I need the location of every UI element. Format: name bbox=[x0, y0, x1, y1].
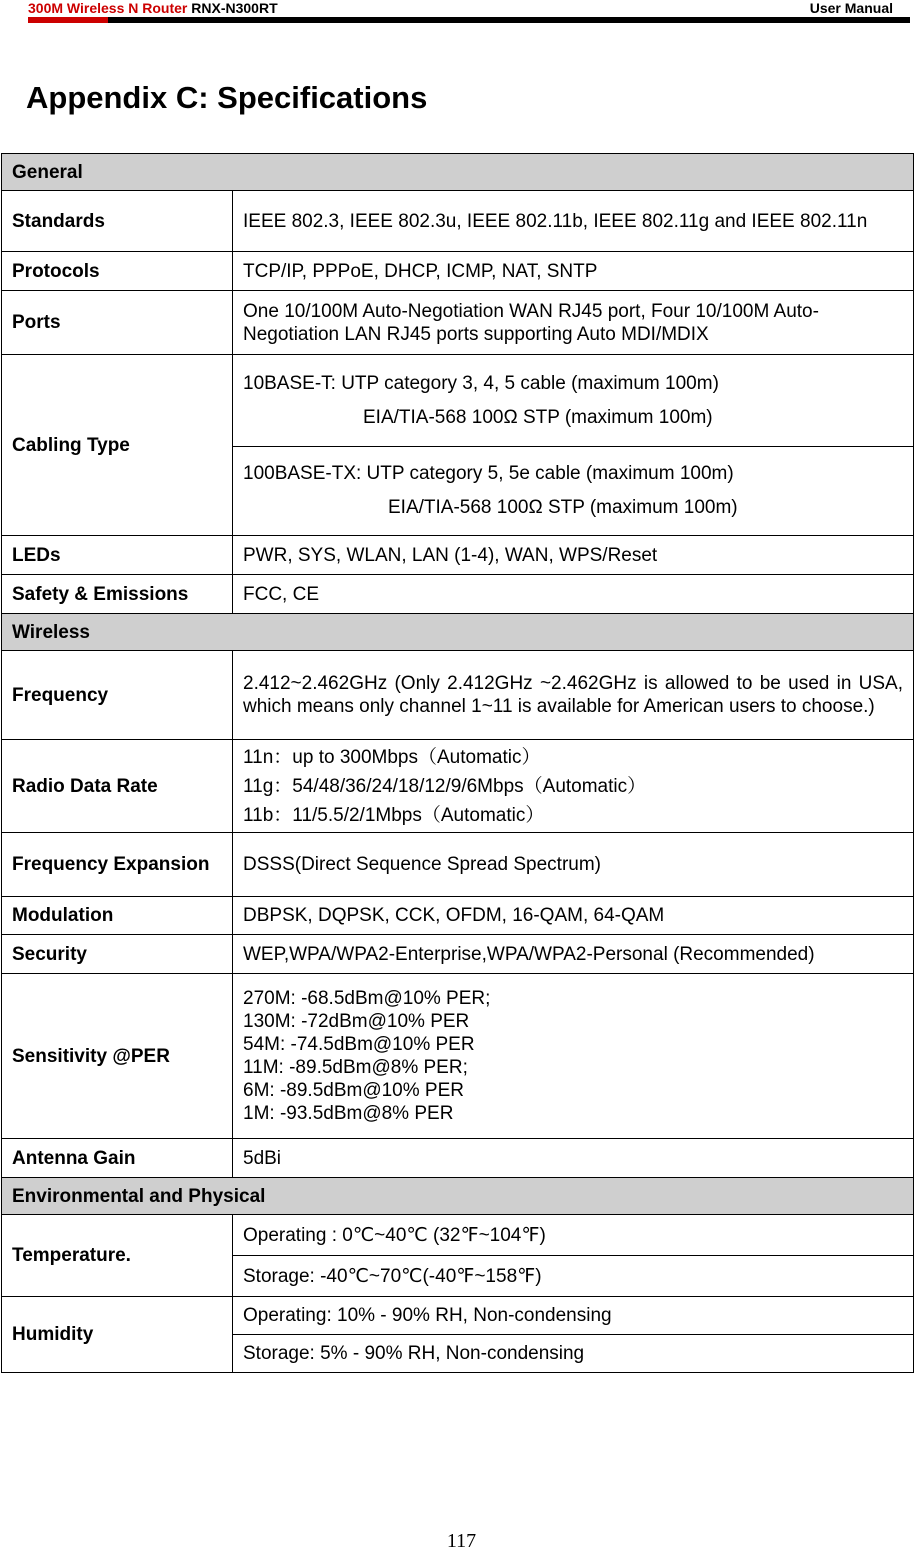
header-product bbox=[28, 0, 278, 16]
header-rule bbox=[28, 17, 910, 23]
row-label: Humidity bbox=[2, 1297, 233, 1373]
rate-11n: 11n：up to 300Mbps（Automatic） bbox=[243, 746, 541, 768]
row-value bbox=[233, 974, 914, 1139]
cabling-10base-line2: EIA/TIA-568 100Ω STP (maximum 100m) bbox=[363, 406, 713, 428]
row-value: Storage: -40℃~70℃(-40℉~158℉) bbox=[233, 1256, 914, 1297]
cabling-10base-line1: 10BASE-T: UTP category 3, 4, 5 cable (maximum 100m) bbox=[243, 372, 719, 394]
sensitivity-line: 54M: -74.5dBm@10% PER bbox=[243, 1034, 475, 1055]
rate-11b: 11b：11/5.5/2/1Mbps（Automatic） bbox=[243, 804, 545, 826]
row-value: DBPSK, DQPSK, CCK, OFDM, 16-QAM, 64-QAM bbox=[233, 897, 914, 935]
rate-11g: 11g：54/48/36/24/18/12/9/6Mbps（Automatic） bbox=[243, 775, 647, 797]
row-value bbox=[233, 447, 914, 536]
row-label: Frequency bbox=[2, 651, 233, 740]
row-label: LEDs bbox=[2, 536, 233, 575]
row-value: IEEE 802.3, IEEE 802.3u, IEEE 802.11b, IEEE 802.11g and IEEE 802.11n bbox=[233, 191, 914, 252]
sensitivity-line: 270M: -68.5dBm@10% PER; bbox=[243, 988, 491, 1009]
cabling-100base-line1: 100BASE-TX: UTP category 5, 5e cable (maximum 100m) bbox=[243, 463, 734, 484]
table-row bbox=[2, 651, 914, 740]
sensitivity-line: 130M: -72dBm@10% PER bbox=[243, 1011, 470, 1032]
table-row bbox=[2, 833, 914, 897]
sensitivity-line: 11M: -89.5dBm@8% PER; bbox=[243, 1057, 468, 1078]
table-row bbox=[2, 897, 914, 935]
row-label: Safety & Emissions bbox=[2, 575, 233, 614]
table-row bbox=[2, 935, 914, 974]
table-row bbox=[2, 536, 914, 575]
row-label: Antenna Gain bbox=[2, 1139, 233, 1178]
page-number: 117 bbox=[446, 1530, 477, 1552]
row-value: FCC, CE bbox=[233, 575, 914, 614]
table-row bbox=[2, 355, 914, 447]
row-value: Operating: 10% - 90% RH, Non-condensing bbox=[233, 1297, 914, 1335]
row-label: Ports bbox=[2, 291, 233, 355]
cabling-100base-line2: EIA/TIA-568 100Ω STP (maximum 100m) bbox=[388, 497, 738, 518]
section-title: Wireless bbox=[2, 614, 914, 651]
header-rule-accent bbox=[28, 17, 108, 23]
sensitivity-line: 6M: -89.5dBm@10% PER bbox=[243, 1080, 464, 1101]
page-title: Appendix C: Specifications bbox=[26, 80, 428, 115]
table-row bbox=[2, 575, 914, 614]
row-label: Frequency Expansion bbox=[2, 833, 233, 897]
row-label: Modulation bbox=[2, 897, 233, 935]
row-label: Protocols bbox=[2, 252, 233, 291]
section-general bbox=[2, 154, 914, 191]
row-value: 2.412~2.462GHz (Only 2.412GHz ~2.462GHz is allowed to be used in USA, which means only channel 1~11 is available for American users to choose.) bbox=[233, 651, 914, 740]
row-label: Cabling Type bbox=[2, 355, 233, 536]
table-row bbox=[2, 1297, 914, 1335]
table-row bbox=[2, 1215, 914, 1256]
section-environmental bbox=[2, 1178, 914, 1215]
table-row bbox=[2, 1139, 914, 1178]
section-title: Environmental and Physical bbox=[2, 1178, 914, 1215]
table-row bbox=[2, 740, 914, 833]
row-value: One 10/100M Auto-Negotiation WAN RJ45 port, Four 10/100M Auto-Negotiation LAN RJ45 ports supporting Auto MDI/MDIX bbox=[233, 291, 914, 355]
header-doc-type: User Manual bbox=[809, 0, 893, 16]
table-row bbox=[2, 974, 914, 1139]
specifications-table bbox=[1, 153, 914, 1373]
row-value: WEP,WPA/WPA2-Enterprise,WPA/WPA2-Personal (Recommended) bbox=[233, 935, 914, 974]
row-value bbox=[233, 740, 914, 833]
table-row bbox=[2, 191, 914, 252]
section-title: General bbox=[2, 154, 914, 191]
row-value: TCP/IP, PPPoE, DHCP, ICMP, NAT, SNTP bbox=[233, 252, 914, 291]
row-value: Operating : 0℃~40℃ (32℉~104℉) bbox=[233, 1215, 914, 1256]
table-row bbox=[2, 291, 914, 355]
row-label: Sensitivity @PER bbox=[2, 974, 233, 1139]
page-header bbox=[0, 0, 923, 26]
row-value: PWR, SYS, WLAN, LAN (1-4), WAN, WPS/Reset bbox=[233, 536, 914, 575]
row-value: DSSS(Direct Sequence Spread Spectrum) bbox=[233, 833, 914, 897]
section-wireless bbox=[2, 614, 914, 651]
row-label: Temperature. bbox=[2, 1215, 233, 1297]
header-model: RNX-N300RT bbox=[191, 0, 278, 16]
row-value: Storage: 5% - 90% RH, Non-condensing bbox=[233, 1335, 914, 1373]
row-value bbox=[233, 355, 914, 447]
row-label: Standards bbox=[2, 191, 233, 252]
row-label: Radio Data Rate bbox=[2, 740, 233, 833]
sensitivity-line: 1M: -93.5dBm@8% PER bbox=[243, 1103, 454, 1124]
header-product-name: 300M Wireless N Router bbox=[28, 0, 188, 16]
row-label: Security bbox=[2, 935, 233, 974]
table-row bbox=[2, 252, 914, 291]
row-value: 5dBi bbox=[233, 1139, 914, 1178]
